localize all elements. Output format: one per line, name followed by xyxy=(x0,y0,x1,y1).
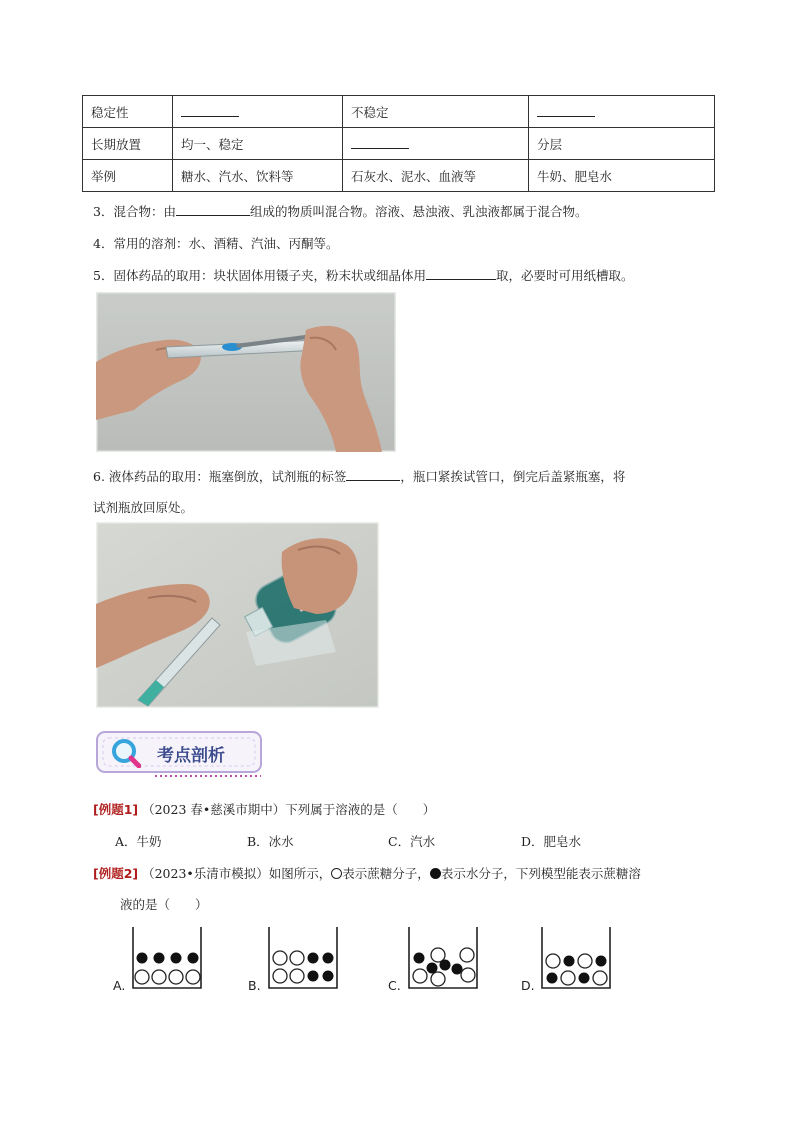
table-cell xyxy=(343,128,529,160)
fill-in-blank[interactable] xyxy=(181,104,239,117)
table-row xyxy=(83,160,715,192)
filled-circle-icon xyxy=(430,868,441,879)
beaker-d[interactable] xyxy=(539,925,615,991)
photo-solid-sampling xyxy=(96,292,396,452)
example-2-question-c: 表示水分子，下列模型能表示蔗糖溶 xyxy=(440,866,641,881)
example-1-option-b[interactable]: B．冰水 xyxy=(247,834,294,849)
banner-title: 考点剖析 xyxy=(157,746,225,766)
fill-in-blank[interactable] xyxy=(351,136,409,149)
table-cell xyxy=(83,160,173,192)
item-6 xyxy=(93,467,625,485)
table-cell xyxy=(83,96,173,128)
beaker-c[interactable] xyxy=(406,925,482,991)
table-cell-text: 石灰水、泥水、血液等 xyxy=(351,168,477,184)
item-3 xyxy=(93,202,587,220)
example-1 xyxy=(93,800,435,818)
example-1-option-c[interactable]: C．汽水 xyxy=(388,834,436,849)
table-cell-text: 举例 xyxy=(91,168,117,184)
item-5-blank[interactable] xyxy=(426,267,496,280)
beaker-b[interactable] xyxy=(266,925,342,991)
magnifier-icon xyxy=(111,738,141,768)
item-5-text-a: 5．固体药品的取用：块状固体用镊子夹，粉末状或细晶体用 xyxy=(93,268,426,283)
example-2-option-c-label[interactable]: C. xyxy=(388,978,401,993)
table-cell xyxy=(529,160,715,192)
beaker-a[interactable] xyxy=(130,925,206,991)
table-cell-text: 不稳定 xyxy=(351,104,389,120)
table-cell xyxy=(343,160,529,192)
table-cell xyxy=(173,128,343,160)
item-3-blank[interactable] xyxy=(176,203,250,216)
open-circle-icon xyxy=(331,868,342,879)
item-5-text-b: 取，必要时可用纸槽取。 xyxy=(495,268,634,283)
example-2-option-a-label[interactable]: A. xyxy=(113,978,126,993)
photo-liquid-pouring xyxy=(96,522,379,708)
table-cell xyxy=(343,96,529,128)
table-cell-text: 牛奶、肥皂水 xyxy=(537,168,613,184)
example-1-option-d[interactable]: D．肥皂水 xyxy=(521,834,582,849)
item-6-line-2: 试剂瓶放回原处。 xyxy=(93,500,194,515)
example-2-line-2: 液的是（ ） xyxy=(120,897,208,912)
table-cell xyxy=(83,128,173,160)
example-2-option-d-label[interactable]: D. xyxy=(521,978,535,993)
table-cell-text: 糖水、汽水、饮料等 xyxy=(181,168,294,184)
table-cell xyxy=(173,160,343,192)
fill-in-blank[interactable] xyxy=(537,104,595,117)
table-cell-text: 长期放置 xyxy=(91,136,142,152)
item-6-text-b: ，瓶口紧挨试管口，倒完后盖紧瓶塞，将 xyxy=(400,469,626,484)
item-6-blank[interactable] xyxy=(346,468,400,481)
table-cell xyxy=(173,96,343,128)
example-2-option-b-label[interactable]: B. xyxy=(248,978,261,993)
item-3-text-b: 组成的物质叫混合物。溶液、悬浊液、乳浊液都属于混合物。 xyxy=(249,204,588,219)
section-banner xyxy=(95,728,265,780)
item-6-text-a: 6. 液体药品的取用：瓶塞倒放，试剂瓶的标签 xyxy=(93,469,347,484)
item-4: 4．常用的溶剂：水、酒精、汽油、丙酮等。 xyxy=(93,236,339,251)
example-2-question-b: 表示蔗糖分子， xyxy=(342,866,430,881)
table-row xyxy=(83,96,715,128)
item-3-text-a: 3．混合物：由 xyxy=(93,204,176,219)
table-cell xyxy=(529,96,715,128)
table-cell-text: 稳定性 xyxy=(91,104,129,120)
example-1-option-a[interactable]: A．牛奶 xyxy=(115,834,162,849)
example-1-tag: [例题1] xyxy=(93,802,139,817)
properties-table xyxy=(82,95,715,192)
table-cell xyxy=(529,128,715,160)
example-1-question: （2023 春•慈溪市期中）下列属于溶液的是（ ） xyxy=(142,802,436,817)
item-5 xyxy=(93,266,633,284)
example-2-question-a: （2023•乐清市模拟）如图所示， xyxy=(142,866,332,881)
table-cell-text: 均一、稳定 xyxy=(181,136,244,152)
example-2-tag: [例题2] xyxy=(93,866,139,881)
table-cell-text: 分层 xyxy=(537,136,563,152)
table-row xyxy=(83,128,715,160)
example-2 xyxy=(93,864,641,882)
